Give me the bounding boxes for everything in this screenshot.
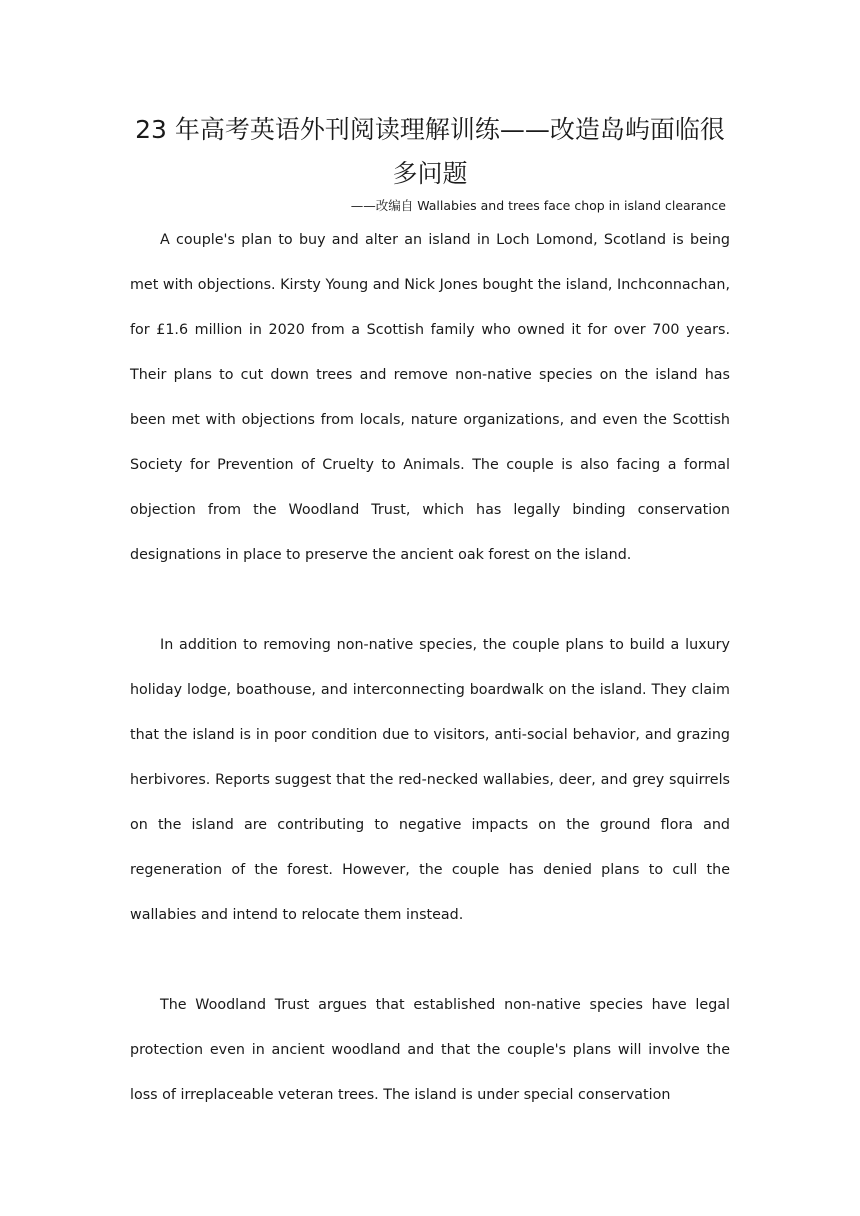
document-subtitle: ——改编自 Wallabies and trees face chop in island clearance [350, 198, 726, 213]
document-title: 23 年高考英语外刊阅读理解训练——改造岛屿面临很多问题 [135, 115, 725, 188]
paragraph-1: A couple's plan to buy and alter an island in Loch Lomond, Scotland is being met with objections. Kirsty Young and Nick Jones bought the island, Inchconnachan, for £1.6 million in 2020 from a Scottish family who owned it for over 700 years. Their plans to cut down trees and remove non-native species on the island has been met with objections from locals, nature organizations, and even the Scottish Society for Prevention of Cruelty to Animals. The couple is also facing a formal objection from the Woodland Trust, which has legally binding conservation designations in place to preserve the ancient oak forest on the island. [130, 232, 730, 563]
paragraph-2: In addition to removing non-native species, the couple plans to build a luxury holiday lodge, boathouse, and interconnecting boardwalk on the island. They claim that the island is in poor condition due to visitors, anti-social behavior, and grazing herbivores. Reports suggest that the red-necked wallabies, deer, and grey squirrels on the island are contributing to negative impacts on the ground flora and regeneration of the forest. However, the couple has denied plans to cull the wallabies and intend to relocate them instead. [130, 637, 730, 923]
paragraph-3: The Woodland Trust argues that established non-native species have legal protection even in ancient woodland and that the couple's plans will involve the loss of irreplaceable veteran trees. The island is under special conservation [130, 997, 730, 1103]
